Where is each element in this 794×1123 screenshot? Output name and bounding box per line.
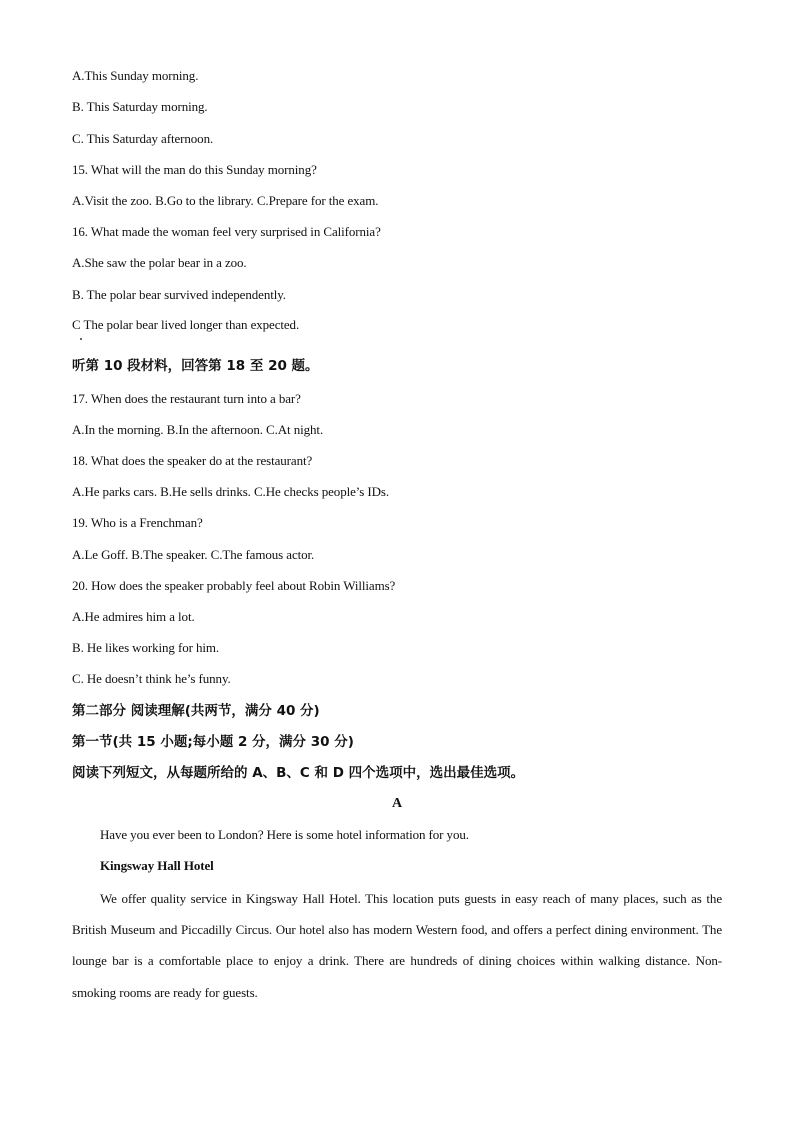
option-line: C. He doesn’t think he’s funny. [72,671,231,686]
question-20: 20. How does the speaker probably feel about Robin Williams? [72,578,396,593]
passage-letter: A [391,796,403,811]
hotel-description: We offer quality service in Kingsway Hall Hotel. This location puts guests in easy reach of many places, such as the British Museum and Piccadilly Circus. Our hotel also has modern Western food, and offers a perfect dining environment. The lounge bar is a comfortable place to enjoy a drink. There are hundreds of dining choices within walking distance. Non-smoking rooms are ready for guests. [72,891,722,1000]
question-16: 16. What made the woman feel very surprised in California? [72,224,381,239]
option-line: C. This Saturday afternoon. [72,131,214,146]
option-line: A.He parks cars. B.He sells drinks. C.He checks people’s IDs. [72,484,390,499]
option-line: C The polar bear lived longer than expected. [72,317,300,332]
reading-instruction: 阅读下列短文，从每题所给的 A、B、C 和 D 四个选项中，选出最佳选项。 [72,765,525,781]
option-line: A.Visit the zoo. B.Go to the library. C.Prepare for the exam. [72,193,379,208]
option-line: A.Le Goff. B.The speaker. C.The famous actor. [72,547,315,562]
option-line: B. He likes working for him. [72,640,220,655]
question-15: 15. What will the man do this Sunday morning? [72,162,317,177]
section-instruction: 听第 10 段材料，回答第 18 至 20 题。 [72,358,319,374]
stray-mark [80,338,82,340]
question-17: 17. When does the restaurant turn into a bar? [72,391,301,406]
option-line: A.She saw the polar bear in a zoo. [72,255,247,270]
option-line: A.This Sunday morning. [72,68,199,83]
hotel-title: Kingsway Hall Hotel [100,858,214,873]
option-line: A.He admires him a lot. [72,609,195,624]
option-line: A.In the morning. B.In the afternoon. C.At night. [72,422,324,437]
passage-intro: Have you ever been to London? Here is some hotel information for you. [100,827,469,842]
question-18: 18. What does the speaker do at the restaurant? [72,453,313,468]
question-19: 19. Who is a Frenchman? [72,515,203,530]
section-one-heading: 第一节(共 15 小题;每小题 2 分，满分 30 分) [72,734,354,750]
part-two-heading: 第二部分 阅读理解(共两节，满分 40 分) [72,703,320,719]
option-line: B. The polar bear survived independently. [72,287,286,302]
option-line: B. This Saturday morning. [72,99,208,114]
